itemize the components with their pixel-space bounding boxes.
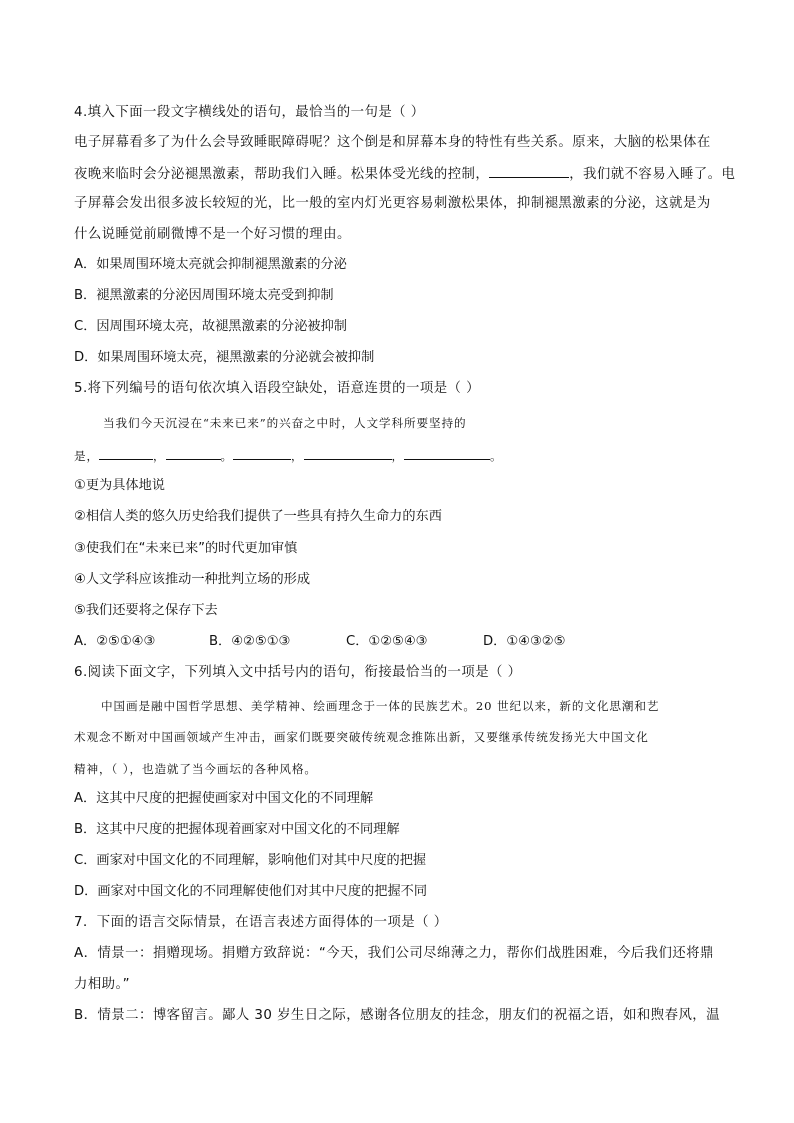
- q4-stem: 4.填入下面一段文字横线处的语句，最恰当的一句是（ ）: [74, 105, 425, 120]
- q4-passage-text: 夜晚来临时会分泌褪黑激素，帮助我们入睡。松果体受光线的控制，: [74, 167, 490, 182]
- q5-passage-line: [74, 446, 503, 465]
- q6-option-d[interactable]: D．画家对中国文化的不同理解使他们对其中尺度的把握不同: [74, 884, 428, 899]
- q4-option-b[interactable]: B．褪黑激素的分泌因周围环境太亮受到抑制: [74, 288, 334, 303]
- q5-item-3: ③使我们在“未来已来”的时代更加审慎: [74, 541, 298, 556]
- q4-passage-text: ，我们就不容易入睡了。电: [569, 167, 736, 182]
- q7-option-b-line[interactable]: B．情景二：博客留言。鄙人 30 岁生日之际，感谢各位朋友的挂念，朋友们的祝福之语，如和煦春风，温: [74, 1008, 720, 1023]
- q6-passage-line: 中国画是融中国哲学思想、美学精神、绘画理念于一体的民族艺术。20 世纪以来，新的文化思潮和艺: [101, 699, 660, 713]
- q5-choice-b[interactable]: B．④②⑤①③: [209, 634, 291, 649]
- q4-passage-line: 子屏幕会发出很多波长较短的光，比一般的室内灯光更容易刺激松果体，抑制褪黑激素的分泌，这就是为: [74, 196, 711, 211]
- q7-option-a-line[interactable]: 力相助。”: [74, 977, 131, 992]
- q4-option-a[interactable]: A．如果周围环境太亮就会抑制褪黑激素的分泌: [74, 257, 347, 272]
- q6-stem: 6.阅读下面文字，下列填入文中括号内的语句，衔接最恰当的一项是（ ）: [74, 665, 522, 680]
- q7-option-a-line[interactable]: A．情景一：捐赠现场。捐赠方致辞说：“今天，我们公司尽绵薄之力，帮你们战胜困难，今后我们还将鼎: [74, 946, 714, 961]
- q6-passage-line: 术观念不断对中国画领域产生冲击，画家们既要突破传统观念推陈出新，又要继承传统发扬光大中国文化: [74, 730, 649, 744]
- q6-passage-line: 精神，（ ），也造就了当今画坛的各种风格。: [74, 762, 317, 776]
- q5-stem: 5.将下列编号的语句依次填入语段空缺处，语意连贯的一项是（ ）: [74, 381, 480, 396]
- q4-passage-line: 什么说睡觉前刷微博不是一个好习惯的理由。: [74, 227, 351, 242]
- fill-blank[interactable]: [304, 446, 392, 460]
- q5-sep: 。: [220, 449, 233, 463]
- q6-option-c[interactable]: C．画家对中国文化的不同理解，影响他们对其中尺度的把握: [74, 853, 427, 868]
- q5-item-4: ④人文学科应该推动一种批判立场的形成: [74, 572, 311, 587]
- q6-option-a[interactable]: A．这其中尺度的把握使画家对中国文化的不同理解: [74, 791, 374, 806]
- fill-blank[interactable]: [404, 446, 490, 460]
- fill-blank[interactable]: [233, 446, 291, 460]
- q5-passage-text: 是，: [74, 449, 99, 463]
- q6-option-b[interactable]: B．这其中尺度的把握体现着画家对中国文化的不同理解: [74, 822, 400, 837]
- q4-option-c[interactable]: C．因周围环境太亮，故褪黑激素的分泌被抑制: [74, 319, 347, 334]
- q4-passage-line: 电子屏幕看多了为什么会导致睡眠障碍呢？这个倒是和屏幕本身的特性有些关系。原来，大脑的松果体在: [74, 135, 711, 150]
- fill-blank[interactable]: [166, 446, 221, 460]
- q5-sep: ，: [291, 449, 304, 463]
- q5-choices: [74, 633, 565, 651]
- q5-item-2: ②相信人类的悠久历史给我们提供了一些具有持久生命力的东西: [74, 509, 442, 524]
- q5-sep: 。: [490, 449, 503, 463]
- q4-option-d[interactable]: D．如果周围环境太亮，褪黑激素的分泌就会被抑制: [74, 350, 375, 365]
- q5-choice-a[interactable]: A．②⑤①④③: [74, 634, 156, 649]
- q5-choice-c[interactable]: C．①②⑤④③: [346, 634, 428, 649]
- q7-stem: 7．下面的语言交际情景，在语言表述方面得体的一项是（ ）: [74, 915, 448, 930]
- q5-item-5: ⑤我们还要将之保存下去: [74, 603, 218, 618]
- q5-item-1: ①更为具体地说: [74, 478, 165, 493]
- q4-passage-line: [74, 164, 735, 184]
- q5-sep: ，: [153, 449, 166, 463]
- fill-blank[interactable]: [489, 164, 569, 178]
- q5-sep: ，: [391, 449, 404, 463]
- q5-passage-line: 当我们今天沉浸在“未来已来”的兴奋之中时，人文学科所要坚持的: [103, 416, 467, 430]
- q5-choice-d[interactable]: D．①④③②⑤: [483, 634, 566, 649]
- fill-blank[interactable]: [99, 446, 153, 460]
